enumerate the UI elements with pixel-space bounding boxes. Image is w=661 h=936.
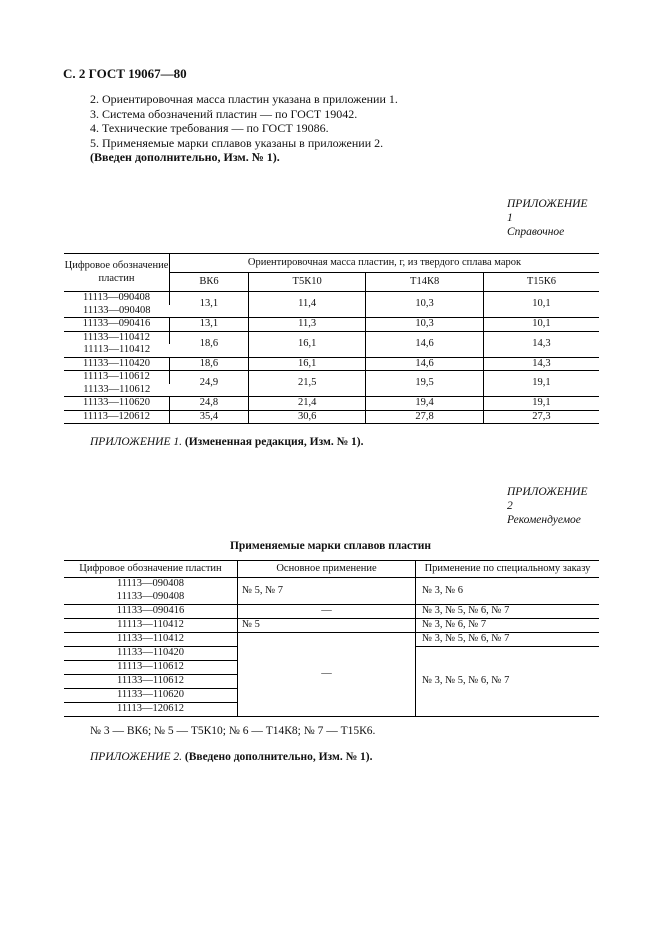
- grade-header: ВК6: [170, 273, 249, 292]
- table2-title: Применяемые марки сплавов пластин: [229, 540, 432, 552]
- mass-value: 11,3: [248, 318, 365, 332]
- mass-value: 19,4: [366, 397, 483, 411]
- plate-code: 11113—110412: [64, 619, 238, 633]
- paragraph-4: 4. Технические требования — по ГОСТ 19086.: [90, 121, 329, 135]
- plate-code: 11133—090408: [64, 305, 170, 318]
- mass-value: 10,1: [483, 292, 599, 318]
- mass-value: 13,1: [170, 292, 249, 318]
- mass-table-code-header: Цифровое обозначение пластин: [64, 254, 170, 292]
- appendix1-type: Справочное: [507, 226, 565, 238]
- appendix2-note: [90, 751, 372, 763]
- mass-value: 24,8: [170, 397, 249, 411]
- mass-value: 35,4: [170, 410, 249, 424]
- mass-value: 10,3: [366, 318, 483, 332]
- paragraph-3: 3. Система обозначений пластин — по ГОСТ 19042.: [90, 106, 358, 121]
- grade-legend: № 3 — ВК6; № 5 — Т5К10; № 6 — Т14К8; № 7 — Т15К6.: [90, 725, 376, 737]
- plate-code: 11133—110612: [64, 384, 170, 397]
- plate-code: 11133—110412: [64, 633, 238, 647]
- grade-header: Т5К10: [248, 273, 365, 292]
- paragraph-2: 2. Ориентировочная масса пластин указана в приложении 1.: [90, 92, 398, 106]
- special-application: № 3, № 6, № 7: [416, 619, 600, 633]
- mass-value: 11,4: [248, 292, 365, 318]
- plate-code: 11133—110620: [64, 689, 238, 703]
- body-paragraphs: [90, 92, 398, 165]
- mass-value: 10,3: [366, 292, 483, 318]
- grade-header: Т15К6: [483, 273, 599, 292]
- table2-special-header: Применение по специальному заказу: [416, 561, 600, 578]
- plate-code: 11133—110620: [64, 397, 170, 411]
- plate-code: 11133—110420: [64, 647, 238, 661]
- special-application: № 3, № 5, № 6, № 7: [416, 605, 600, 619]
- plate-code: 11113—090408: [64, 292, 170, 305]
- plate-code: 11133—090416: [64, 605, 238, 619]
- mass-value: 19,1: [483, 397, 599, 411]
- appendix2-label: ПРИЛОЖЕНИЕ 2: [507, 486, 588, 512]
- mass-value: 18,6: [170, 331, 249, 357]
- main-application: № 5: [238, 619, 416, 633]
- appendix1-note-text: (Измененная редакция, Изм. № 1).: [184, 436, 364, 448]
- alloy-grades-table: [64, 560, 599, 717]
- appendix1-note-label: ПРИЛОЖЕНИЕ 1.: [90, 436, 182, 448]
- mass-value: 21,4: [248, 397, 365, 411]
- mass-table-group-header: Ориентировочная масса пластин, г, из твердого сплава марок: [170, 254, 600, 273]
- appendix2-heading: [507, 485, 594, 527]
- table2-main-header: Основное применение: [238, 561, 416, 578]
- mass-value: 14,6: [366, 357, 483, 371]
- appendix2-note-text: (Введено дополнительно, Изм. № 1).: [184, 751, 373, 763]
- plate-code: 11133—110420: [64, 357, 170, 371]
- grade-header: Т14К8: [366, 273, 483, 292]
- plate-code: 11113—110612: [64, 371, 170, 384]
- main-application: —: [238, 633, 416, 717]
- mass-value: 14,3: [483, 331, 599, 357]
- mass-value: 14,3: [483, 357, 599, 371]
- special-application: № 3, № 6: [416, 578, 600, 605]
- mass-value: 18,6: [170, 357, 249, 371]
- mass-value: 16,1: [248, 357, 365, 371]
- main-application: —: [238, 605, 416, 619]
- paragraph-5: 5. Применяемые марки сплавов указаны в приложении 2.: [90, 135, 384, 150]
- plate-code: 11113—110412: [64, 344, 170, 357]
- mass-value: 19,1: [483, 371, 599, 397]
- plate-code: 11133—110412: [64, 331, 170, 344]
- appendix1-label: ПРИЛОЖЕНИЕ 1: [507, 198, 588, 224]
- plate-code: 11113—120612: [64, 703, 238, 717]
- mass-value: 19,5: [366, 371, 483, 397]
- mass-value: 21,5: [248, 371, 365, 397]
- plate-code: 11133—090408: [64, 591, 238, 605]
- plate-code: 11113—120612: [64, 410, 170, 424]
- appendix1-note: [90, 436, 364, 448]
- main-application: № 5, № 7: [238, 578, 416, 605]
- appendix2-note-label: ПРИЛОЖЕНИЕ 2.: [90, 751, 182, 763]
- plate-code: 11133—090416: [64, 318, 170, 332]
- appendix2-type: Рекомендуемое: [507, 514, 581, 526]
- plate-code: 11113—110612: [64, 661, 238, 675]
- special-application: № 3, № 5, № 6, № 7: [416, 633, 600, 647]
- page-header: С. 2 ГОСТ 19067—80: [63, 66, 187, 81]
- mass-value: 13,1: [170, 318, 249, 332]
- mass-table: [64, 253, 599, 424]
- mass-value: 30,6: [248, 410, 365, 424]
- mass-value: 10,1: [483, 318, 599, 332]
- mass-value: 27,3: [532, 410, 551, 422]
- plate-code: 11133—110612: [64, 675, 238, 689]
- mass-value: 27,8: [366, 410, 483, 424]
- appendix1-heading: [507, 197, 594, 239]
- special-application: № 3, № 5, № 6, № 7: [422, 675, 510, 687]
- mass-value: 24,9: [170, 371, 249, 397]
- mass-value: 16,1: [248, 331, 365, 357]
- mass-value: 14,6: [366, 331, 483, 357]
- table2-code-header: Цифровое обозначение пластин: [64, 561, 238, 578]
- paragraph-amendment-note: (Введен дополнительно, Изм. № 1).: [90, 150, 280, 164]
- plate-code: 11113—090408: [64, 578, 238, 592]
